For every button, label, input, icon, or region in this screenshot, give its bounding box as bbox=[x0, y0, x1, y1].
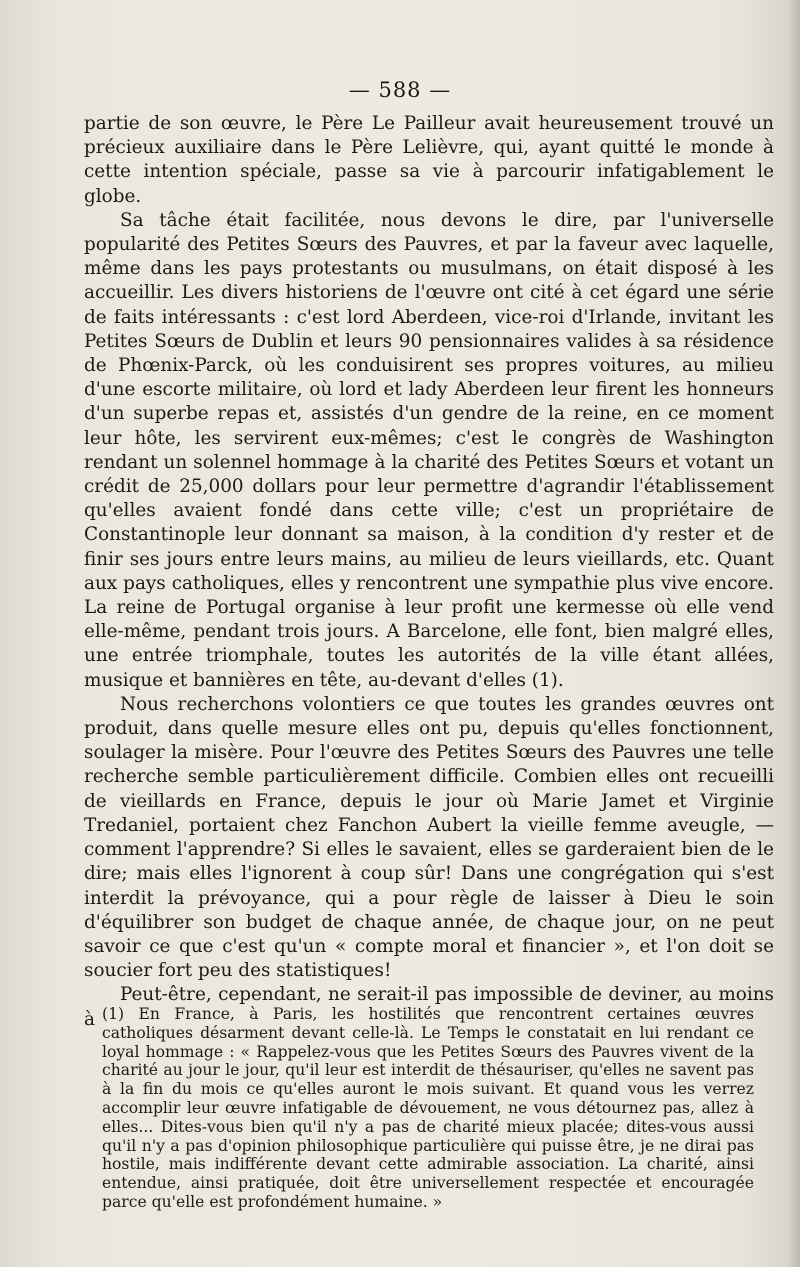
paragraph-4: Peut-être, cependant, ne serait-il pas impossible de deviner, au moins à bbox=[84, 984, 774, 1030]
footnote bbox=[102, 1005, 754, 1212]
page-edge-shadow bbox=[786, 0, 800, 1267]
paragraph-3: Nous recherchons volontiers ce que toutes les grandes œuvres ont produit, dans quelle mesure elles ont pu, depuis qu'elles fonctionnent, soulager la misère. Pour l'œuvre des Petites Sœurs des Pauvres une telle recherche semble particulièrement difficile. Combien elles ont recueilli de vieillards en France, depuis le jour où Marie Jamet et Virginie Tredaniel, portaient chez Fanchon Aubert la vieille femme aveugle, — comment l'apprendre? Si elles le savaient, elles se garderaient bien de le dire; mais elles l'ignorent à coup sûr! Dans une congrégation qui s'est interdit la prévoyance, qui a pour règle de laisser à Dieu le soin d'équilibrer son budget de chaque année, de chaque jour, on ne peut savoir ce que c'est qu'un « compte moral et financier », et l'on doit se soucier fort peu des statistiques! bbox=[84, 693, 774, 982]
footnote-text: (1) En France, à Paris, les hostilités que rencontrent certaines œuvres catholiques désarment devant celle-là. Le Temps le constatait en lui rendant ce loyal hommage : « Rappelez-vous que les Petites Sœurs des Pauvres vivent de la charité au jour le jour, qu'il leur est interdit de thésauriser, qu'elles ne savent pas à la fin du mois ce qu'elles auront le mois suivant. Et quand vous les verrez accomplir leur œuvre infatigable de dévouement, ne vous détournez pas, allez à elles... Dites-vous bien qu'il n'y a pas de charité mieux placée; dites-vous aussi qu'il n'y a pas d'opinion philosophique particulière qui puisse être, je ne dirai pas hostile, mais indifférente devant cette admirable association. La charité, ainsi entendue, ainsi pratiquée, doit être universellement respectée et encouragée parce qu'elle est profondément humaine. » bbox=[102, 1005, 754, 1211]
page-number: — 588 — bbox=[348, 78, 452, 102]
paragraph-1: partie de son œuvre, le Père Le Pailleur avait heureusement trouvé un précieux auxiliaire dans le Père Lelièvre, qui, ayant quitté le monde à cette intention spéciale, passe sa vie à parcourir infatigablement le globe. bbox=[84, 113, 774, 207]
main-text bbox=[84, 112, 774, 1032]
paragraph-2: Sa tâche était facilitée, nous devons le dire, par l'universelle popularité des Petites Sœurs des Pauvres, et par la faveur avec laquelle, même dans les pays protestants ou musulmans, on était disposé à les accueillir. Les divers historiens de l'œuvre ont cité à cet égard une série de faits intéressants : c'est lord Aberdeen, vice-roi d'Irlande, invitant les Petites Sœurs de Dublin et leurs 90 pensionnaires valides à sa résidence de Phœnix-Parck, où les conduisirent ses propres voitures, au milieu d'une escorte militaire, où lord et lady Aberdeen leur firent les honneurs d'un superbe repas et, assistés d'un gendre de la reine, en ce moment leur hôte, les servirent eux-mêmes; c'est le congrès de Washington rendant un solennel hommage à la charité des Petites Sœurs et votant un crédit de 25,000 dollars pour leur permettre d'agrandir l'établissement qu'elles avaient fondé dans cette ville; c'est un propriétaire de Constantinople leur donnant sa maison, à la condition d'y rester et de finir ses jours entre leurs mains, au milieu de leurs vieillards, etc. Quant aux pays catholiques, elles y rencontrent une sympathie plus vive encore. La reine de Portugal organise à leur profit une kermesse où elle vend elle-même, pendant trois jours. A Barcelone, elle font, bien malgré elles, une entrée triomphale, toutes les autorités de la ville étant allées, musique et bannières en tête, au-devant d'elles (1). bbox=[84, 209, 774, 691]
